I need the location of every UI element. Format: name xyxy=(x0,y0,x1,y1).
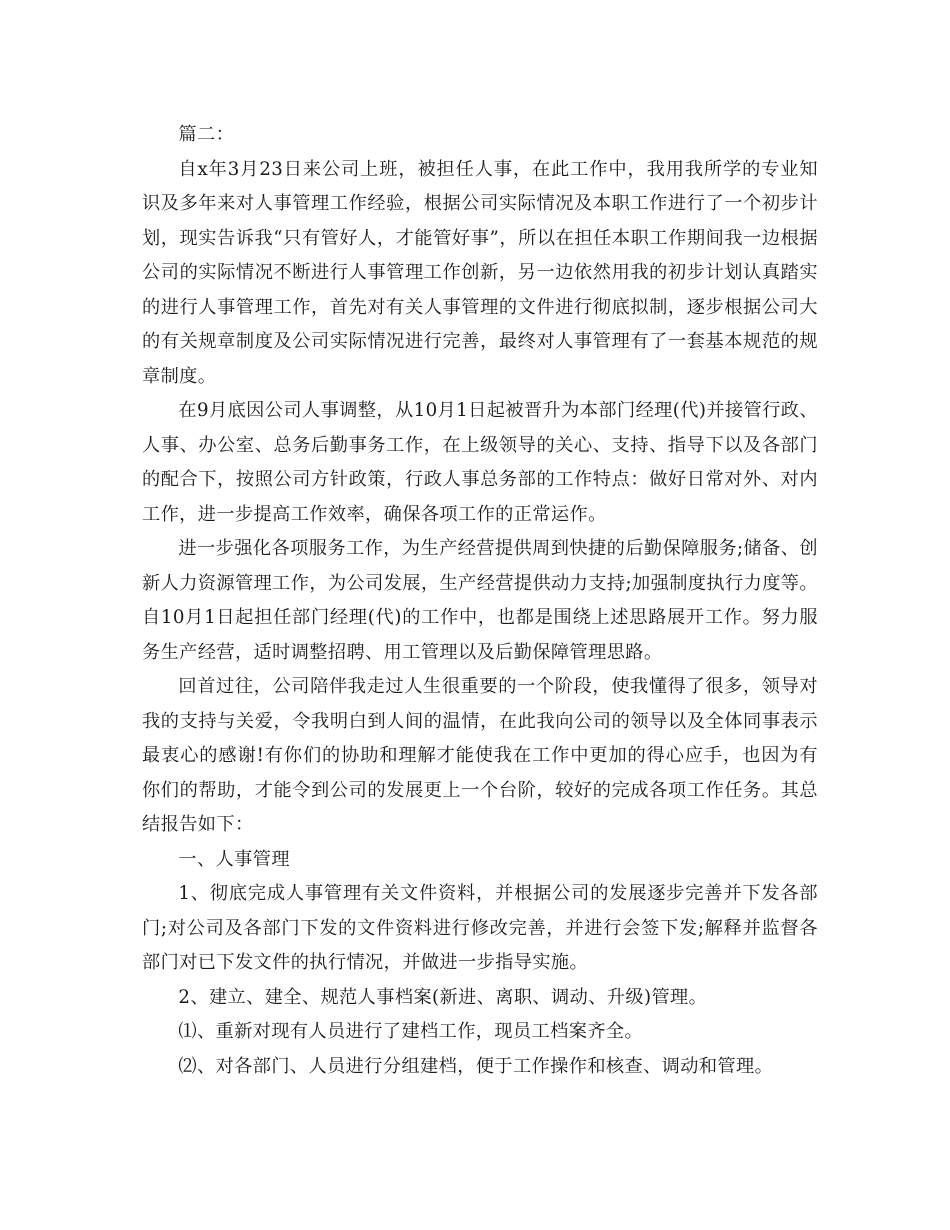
paragraph: 进一步强化各项服务工作，为生产经营提供周到快捷的后勤保障服务;储备、创新人力资源管理工作，为公司发展，生产经营提供动力支持;加强制度执行力度等。自10月1日起担任部门经理(代)的工作中，也都是围绕上述思路展开工作。努力服务生产经营，适时调整招聘、用工管理以及后勤保障管理思路。 xyxy=(142,538,818,663)
paragraph: 自x年3月23日来公司上班，被担任人事，在此工作中，我用我所学的专业知识及多年来对人事管理工作经验，根据公司实际情况及本职工作进行了一个初步计划，现实告诉我“只有管好人，才能管好事”，所以在担任本职工作期间我一边根据公司的实际情况不断进行人事管理工作创新，另一边依然用我的初步计划认真踏实的进行人事管理工作，首先对有关人事管理的文件进行彻底拟制，逐步根据公司大的有关规章制度及公司实际情况进行完善，最终对人事管理有了一套基本规范的规章制度。 xyxy=(142,158,818,387)
document-page xyxy=(142,118,818,1084)
sub-list-item: ⑵、对各部门、人员进行分组建档，便于工作操作和核查、调动和管理。 xyxy=(178,1055,774,1077)
section-heading: 篇二： xyxy=(178,124,235,145)
subsection-heading: 一、人事管理 xyxy=(178,848,290,870)
list-item: 1、彻底完成人事管理有关文件资料，并根据公司的发展逐步完善并下发各部门;对公司及各部门下发的文件资料进行修改完善，并进行会签下发;解释并监督各部门对已下发文件的执行情况，并做进一步指导实施。 xyxy=(142,883,818,973)
list-item: 2、建立、建全、规范人事档案(新进、离职、调动、升级)管理。 xyxy=(178,986,708,1008)
paragraph: 回首过往，公司陪伴我走过人生很重要的一个阶段，使我懂得了很多，领导对我的支持与关爱，令我明白到人间的温情，在此我向公司的领导以及全体同事表示最衷心的感谢!有你们的协助和理解才能使我在工作中更加的得心应手，也因为有你们的帮助，才能令到公司的发展更上一个台阶，较好的完成各项工作任务。其总结报告如下： xyxy=(142,676,818,835)
sub-list-item: ⑴、重新对现有人员进行了建档工作，现员工档案齐全。 xyxy=(178,1021,644,1042)
paragraph: 在9月底因公司人事调整，从10月1日起被晋升为本部门经理(代)并接管行政、人事、办公室、总务后勤事务工作，在上级领导的关心、支持、指导下以及各部门的配合下，按照公司方针政策，行政人事总务部的工作特点：做好日常对外、对内工作，进一步提高工作效率，确保各项工作的正常运作。 xyxy=(142,400,818,525)
